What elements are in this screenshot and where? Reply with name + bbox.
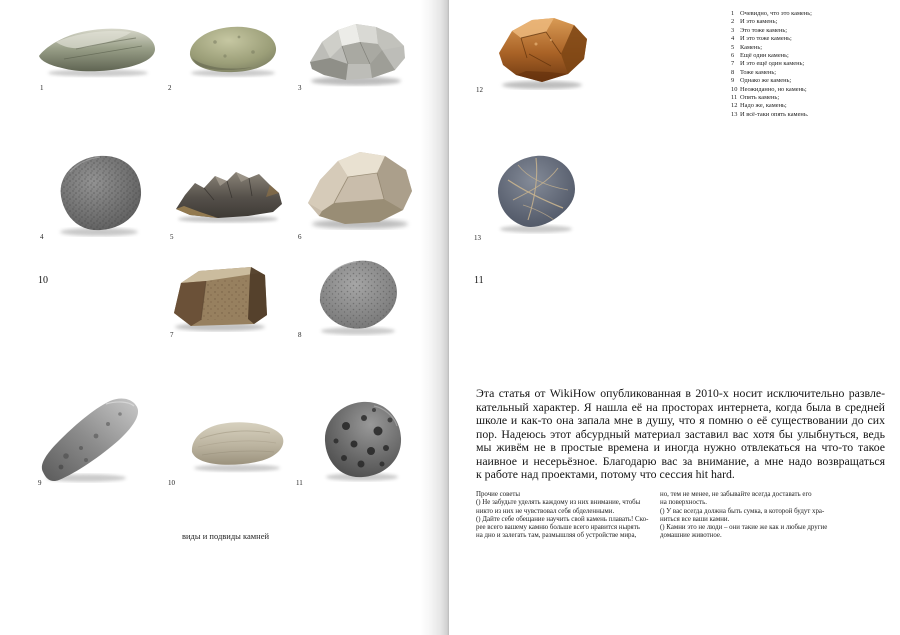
rock-caption-item	[731, 77, 891, 85]
advice-line: () У вас всегда должна быть сумка, в которой будут хра-	[660, 507, 825, 515]
rock-caption-number: 1	[731, 10, 735, 17]
photo-caption: виды и подвиды камней	[182, 531, 270, 541]
rock-caption-number: 7	[731, 60, 735, 68]
rock-number-12: 12	[476, 86, 483, 94]
advice-column-right	[660, 491, 868, 541]
rock-caption-item	[731, 27, 891, 35]
rock-photo-12	[491, 14, 593, 90]
rock-caption-number: 8	[731, 68, 735, 76]
rock-caption-number: 2	[731, 18, 735, 26]
rock-number-13: 13	[474, 234, 481, 242]
advice-section	[476, 491, 868, 541]
article-line: мы живём не в простые времена и иногда нужно отвлекаться на что-то такое	[476, 440, 885, 454]
rock-number-5: 5	[170, 233, 174, 241]
rock-caption-item	[731, 69, 891, 77]
page-number-left: 10	[38, 275, 48, 286]
rock-caption-list	[731, 10, 891, 119]
rock-caption-text: Очевидно, что это камень;	[740, 10, 812, 17]
advice-column-left	[476, 491, 656, 541]
rock-caption-text: Это тоже камень;	[740, 26, 788, 34]
advice-line: ниться все ваши камни.	[660, 515, 730, 523]
rock-caption-item	[731, 60, 891, 68]
article-line: наивное и несерьёзное. Благодарю вас за внимание, а мне надо возвращаться	[476, 453, 885, 468]
article-line: Эта статья от WikiHow опубликованная в 2010-х носит исключительно развле-	[476, 386, 885, 400]
advice-line: () Не забудьте уделять каждому из них внимание, чтобы	[476, 499, 641, 507]
article-text	[476, 387, 885, 482]
rock-number-4: 4	[40, 233, 44, 241]
rock-caption-text: Ещё один камень;	[740, 52, 789, 60]
rock-caption-number: 12	[731, 102, 738, 110]
rock-caption-item	[731, 18, 891, 26]
advice-line: () Дайте себе обещание научить свой камень плавать! Ско-	[476, 515, 649, 523]
rock-caption-text: И это камень;	[740, 18, 778, 26]
rock-caption-text: И это ещё один камень;	[740, 60, 805, 68]
rock-caption-item	[731, 44, 891, 52]
rock-caption-text: И всё-таки опять камень.	[740, 110, 809, 118]
advice-line: домашние животное.	[660, 532, 722, 540]
rock-caption-number: 4	[731, 35, 735, 43]
rock-number-7: 7	[170, 331, 174, 339]
article-line: кательный характер. Я нашла её на просторах интернета, когда была в средней	[476, 399, 885, 414]
rock-number-9: 9	[38, 479, 42, 487]
article-line: к работе над проектами, потому что сессия hit hard.	[476, 467, 735, 481]
advice-line: на поверхность.	[660, 499, 708, 507]
article-line: пор. Надеюсь этот абсурдный материал заставил вас хотя бы улыбнуться, ведь	[476, 426, 885, 441]
page-number-right: 11	[474, 275, 484, 286]
rock-caption-number: 10	[731, 85, 738, 93]
rock-caption-number: 9	[731, 77, 735, 85]
rock-caption-text: Надо же, камень;	[740, 102, 787, 110]
rock-caption-item	[731, 102, 891, 110]
rock-number-2: 2	[168, 84, 172, 92]
rock-caption-number: 13	[731, 110, 738, 118]
rock-caption-item	[731, 94, 891, 102]
advice-line: на дно и залегать там, размышляя об устройстве мира,	[476, 532, 637, 540]
rock-caption-text: Камень;	[740, 43, 763, 51]
rock-number-8: 8	[298, 331, 302, 339]
advice-line: но, тем не менее, не забывайте всегда доставать его	[660, 491, 812, 498]
advice-line: рее всего вашему камню больше всего нравится нырять	[476, 524, 640, 532]
article-line: школе и как-то она запала мне в душу, что я помню о её существовании до сих	[476, 413, 885, 427]
rock-caption-number: 6	[731, 52, 735, 60]
rock-number-10: 10	[168, 479, 175, 487]
rock-caption-text: Опять камень;	[740, 94, 780, 102]
advice-line: никто из них не чувствовал себя обделенными.	[476, 507, 615, 515]
rock-number-3: 3	[298, 84, 302, 92]
advice-line: Прочие советы	[476, 491, 521, 498]
rock-caption-number: 11	[731, 94, 738, 102]
rock-caption-item	[731, 111, 891, 119]
rock-caption-item	[731, 86, 891, 94]
rock-caption-text: Неожиданно, но камень;	[740, 85, 807, 93]
rock-caption-text: Тоже камень;	[740, 68, 777, 76]
rock-caption-text: Однако же камень;	[740, 77, 792, 85]
rock-number-1: 1	[40, 84, 44, 92]
rock-caption-number: 3	[731, 26, 735, 34]
advice-line: () Камни это не люди – они такие же как и любые другие	[660, 524, 828, 532]
rock-caption-item	[731, 52, 891, 60]
rock-number-11: 11	[296, 479, 303, 487]
rock-caption-number: 5	[731, 43, 735, 51]
rock-number-6: 6	[298, 233, 302, 241]
rock-photo-13	[488, 150, 584, 234]
rock-caption-text: И это тоже камень;	[740, 35, 792, 43]
rock-caption-item	[731, 10, 891, 18]
rock-caption-item	[731, 35, 891, 43]
